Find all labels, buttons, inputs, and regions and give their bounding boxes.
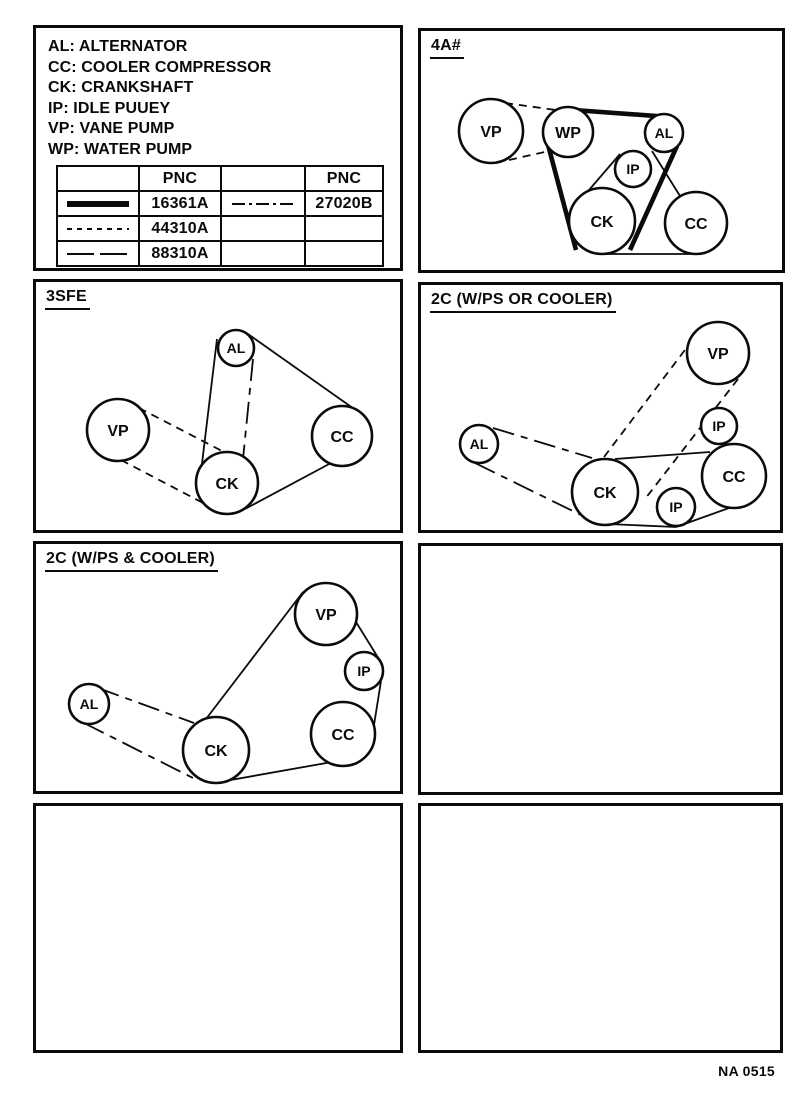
dashed-line-sample: [67, 228, 129, 230]
pnc-value: 27020B: [305, 191, 383, 216]
line-sample-cell: [57, 216, 139, 241]
pnc-table-row: [57, 241, 383, 266]
pnc-table-row: [57, 216, 383, 241]
belt-diagram: [36, 282, 400, 530]
dashdot-line-sample: [232, 203, 294, 205]
pnc-header-left: PNC: [139, 166, 221, 191]
abbreviation-list: [48, 37, 271, 160]
panel-title: 3SFE: [45, 288, 90, 310]
panel-empty: [418, 543, 783, 795]
line-sample-cell: [221, 241, 305, 266]
pnc-table-row: [57, 191, 383, 216]
pulley-label-ip: IP: [712, 418, 726, 434]
belt-line-thin: [201, 339, 217, 472]
abbreviation-item: CK: CRANKSHAFT: [48, 79, 194, 96]
line-sample-cell: [221, 191, 305, 216]
pnc-value: [305, 241, 383, 266]
panel-legend: [33, 25, 403, 271]
pnc-table-cell-blank: [221, 166, 305, 191]
panel-empty: [418, 803, 783, 1053]
belt-line-dashdot: [84, 723, 197, 780]
longdash-line-sample: [67, 253, 129, 255]
line-sample-cell: [221, 216, 305, 241]
belt-line-thin: [206, 592, 303, 719]
belt-diagram: [421, 285, 780, 530]
panel-diagram-2c-ps-and-cooler: [33, 541, 403, 794]
belt-line-thin: [248, 334, 357, 411]
pulley-label-cc: CC: [684, 216, 708, 233]
belt-line-dashdot: [475, 463, 583, 516]
pulley-label-al: AL: [469, 436, 489, 452]
abbreviation-item: VP: VANE PUMP: [48, 120, 175, 137]
pulley-label-cc: CC: [722, 469, 746, 486]
abbreviation-item: CC: COOLER COMPRESSOR: [48, 58, 272, 76]
pulley-label-ck: CK: [204, 743, 228, 760]
belt-line-dashdot: [98, 688, 194, 723]
pulley-label-vp: VP: [315, 607, 337, 624]
panel-diagram-4a: [418, 28, 785, 273]
panel-title: 4A#: [430, 37, 464, 59]
panel-diagram-3sfe: [33, 279, 403, 533]
panel-diagram-2c-ps-or-cooler: [418, 282, 783, 533]
line-sample-cell: [57, 191, 139, 216]
pulley-label-ck: CK: [215, 476, 239, 493]
pulley-label-ip: IP: [626, 161, 640, 177]
panel-title: 2C (W/PS & COOLER): [45, 550, 218, 572]
pulley-label-cc: CC: [330, 429, 354, 446]
belt-line-dash: [604, 334, 697, 457]
pulley-label-ip: IP: [357, 663, 371, 679]
pulley-label-al: AL: [79, 696, 99, 712]
pulley-label-vp: VP: [707, 346, 729, 363]
abbreviation-item: WP: WATER PUMP: [48, 140, 193, 158]
line-sample-cell: [57, 241, 139, 266]
page-code: NA 0515: [718, 1063, 775, 1079]
pulley-label-al: AL: [226, 340, 246, 356]
belt-diagram: [421, 31, 782, 270]
pnc-header-right: PNC: [305, 166, 383, 191]
pnc-table-cell-blank: [57, 166, 139, 191]
belt-line-dashdot: [243, 359, 253, 459]
pulley-label-ck: CK: [593, 485, 617, 502]
pnc-table: [56, 165, 384, 267]
pulley-label-ck: CK: [590, 214, 614, 231]
pulley-label-ip: IP: [669, 499, 683, 515]
belt-diagram: [36, 544, 400, 791]
pnc-value: 88310A: [139, 241, 221, 266]
panel-empty: [33, 803, 403, 1053]
pnc-value: 16361A: [139, 191, 221, 216]
pulley-label-al: AL: [654, 125, 674, 141]
pulley-label-vp: VP: [107, 423, 129, 440]
pnc-value: 44310A: [139, 216, 221, 241]
belt-line-dash: [139, 408, 224, 452]
pulley-label-wp: WP: [555, 125, 581, 142]
thick-line-sample: [67, 201, 129, 207]
belt-line-dash: [121, 460, 205, 504]
pulley-label-vp: VP: [480, 124, 502, 141]
belt-line-dashdot: [493, 428, 592, 458]
abbreviation-item: AL: ALTERNATOR: [48, 38, 188, 55]
pulley-label-cc: CC: [331, 727, 355, 744]
panel-title: 2C (W/PS OR COOLER): [430, 291, 616, 313]
abbreviation-item: IP: IDLE PUUEY: [48, 99, 171, 117]
pnc-value: [305, 216, 383, 241]
belt-line-thin: [615, 452, 710, 459]
pnc-table-header-row: [57, 166, 383, 191]
